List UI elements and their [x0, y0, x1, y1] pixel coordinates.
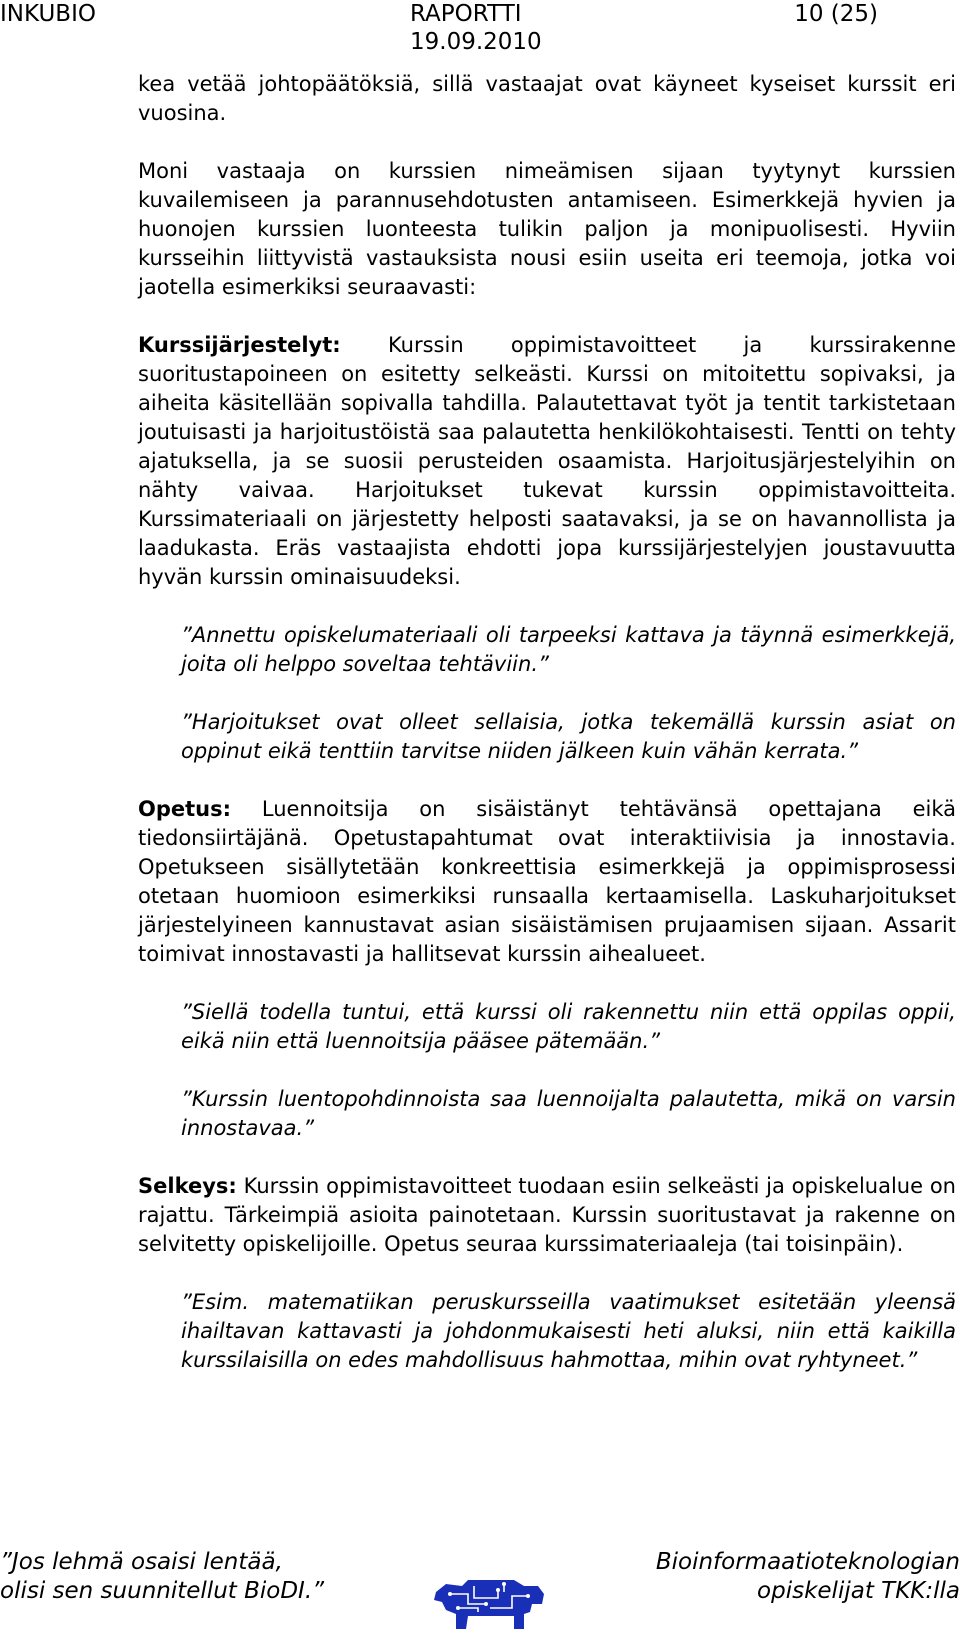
page-header — [0, 0, 960, 60]
quote: ”Kurssin luentopohdinnoista saa luennoijalta palautetta, mikä on varsin innostavaa.” — [181, 1087, 956, 1140]
section-clarity — [138, 1172, 956, 1259]
footer-slogan — [0, 1548, 324, 1606]
report-body — [138, 70, 956, 1404]
paragraph-intro: Moni vastaaja on kurssien nimeämisen sijaan tyytynyt kurssien kuvailemiseen ja parannusehdotusten antamiseen. Esimerkkejä hyvien ja huonojen kurssien luonteesta tulikin paljon ja monipuolisesti. Hyviin kursseihin liittyvistä vastauksista nousi esiin useita eri teemoja, jotka voi jaotella esimerkiksi seuraavasti: — [138, 159, 956, 299]
section-label: Opetus: — [138, 797, 232, 821]
footer-credit — [600, 1548, 960, 1606]
section-course-arrangements — [138, 331, 956, 592]
paragraph-continuation: kea vetää johtopäätöksiä, sillä vastaajat ovat käyneet kyseiset kurssit eri vuosina. — [138, 72, 956, 125]
footer-slogan-line: olisi sen suunnitellut BioDI.” — [0, 1578, 325, 1604]
circuit-cow-logo-icon — [428, 1574, 548, 1629]
header-org: INKUBIO — [0, 1, 96, 27]
section-teaching — [138, 795, 956, 969]
section-label: Kurssijärjestelyt: — [138, 333, 341, 357]
header-page-number: 10 (25) — [794, 1, 878, 27]
section-text: Luennoitsija on sisäistänyt tehtävänsä opettajana eikä tiedonsiirtäjänä. Opetustapahtumat ovat interaktiivisia ja innostavia. Opetukseen sisällytetään konkreettisia esimerkkejä ja oppimisprosessi otetaan huomioon esimerkiksi runsaalla kertaamisella. Laskuharjoitukset järjestelyineen kannustavat asian sisäistämisen prujaamisen sijaan. Assarit toimivat innostavasti ja hallitsevat kurssin aihealueet. — [138, 797, 956, 966]
section-text: Kurssin oppimistavoitteet tuodaan esiin selkeästi ja opiskelualue on rajattu. Tärkeimpiä asioita painotetaan. Kurssin suoritustavat ja rakenne on selvitetty opiskelijoille. Opetus seuraa kurssimateriaaleja (tai toisinpäin). — [138, 1174, 956, 1256]
quote: ”Harjoitukset ovat olleet sellaisia, jotka tekemällä kurssin asiat on oppinut eikä tenttiin tarvitse niiden jälkeen kuin vähän kerrata.” — [181, 710, 956, 763]
section-text: Kurssin oppimistavoitteet ja kurssirakenne suoritustapoineen on esitetty selkeästi. Kurssi on mitoitettu sopivaksi, ja aiheita käsitellään sopivalla tahdilla. Palautettavat työt ja tentit tarkistetaan joutuisasti ja harjoitustöistä saa palautetta henkilökohtaisesti. Tentti on tehty ajatuksella, ja se suosii perusteiden osaamista. Harjoitusjärjestelyihin on nähty vaivaa. Harjoitukset tukevat kurssin oppimistavoitteita. Kurssimateriaali on järjestetty helposti saatavaksi, ja se on havannollista ja laadukasta. Eräs vastaajista ehdotti jopa kurssijärjestelyjen joustavuutta hyvän kurssin ominaisuudeksi. — [138, 333, 956, 589]
footer-slogan-line: ”Jos lehmä osaisi lentää, — [0, 1549, 283, 1575]
header-date: 19.09.2010 — [410, 29, 542, 55]
quote: ”Esim. matematiikan peruskursseilla vaatimukset esitetään yleensä ihailtavan kattavasti ja johdonmukaisesti heti aluksi, niin että kaikilla kurssilaisilla on edes mahdollisuus hahmottaa, mihin ovat ryhtyneet.” — [181, 1290, 956, 1372]
quote: ”Annettu opiskelumateriaali oli tarpeeksi kattava ja täynnä esimerkkejä, joita oli helppo soveltaa tehtäviin.” — [181, 623, 956, 676]
page-footer — [0, 1548, 960, 1629]
quote: ”Siellä todella tuntui, että kurssi oli rakennettu niin että oppilas oppii, eikä niin että luennoitsija pääsee pätemään.” — [181, 1000, 956, 1053]
footer-credit-line: Bioinformaatioteknologian — [655, 1549, 960, 1575]
section-label: Selkeys: — [138, 1174, 237, 1198]
footer-credit-line: opiskelijat TKK:lla — [757, 1578, 960, 1604]
header-doc-type: RAPORTTI — [410, 1, 522, 27]
